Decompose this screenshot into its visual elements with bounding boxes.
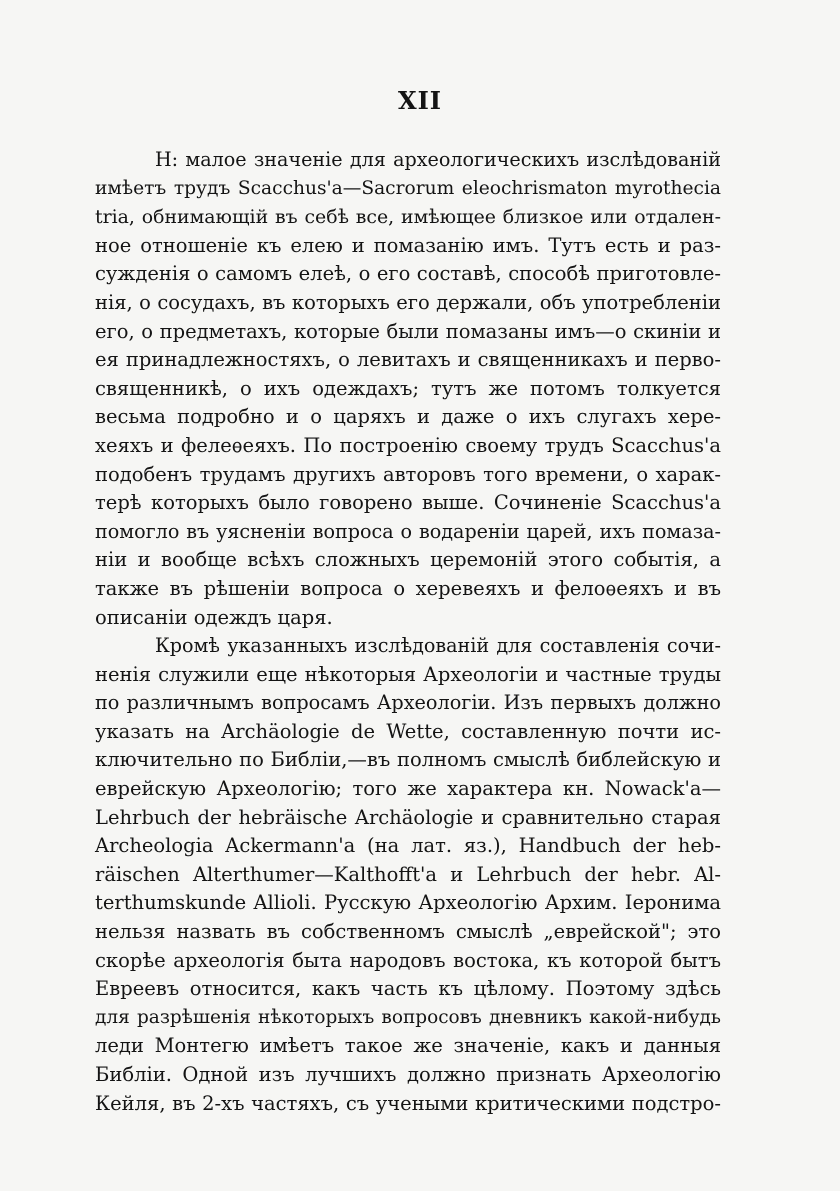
text-line: нiи и вообще всѣхъ сложныхъ церемонiй этого событiя, а xyxy=(95,548,721,572)
text-line: Archeologia Ackermann'a (на лат. яз.), Handbuch der heb- xyxy=(95,834,721,858)
text-line: священникѣ, о ихъ одеждахъ; тутъ же потомъ толкуется xyxy=(95,376,721,400)
text-line: Библiи. Одной изъ лучшихъ должно признать Археологiю xyxy=(95,1063,721,1086)
text-line: имѣетъ трудъ Scacchus'a—Sacrorum eleochrismaton myrothecia xyxy=(95,177,721,199)
text-line: скорѣе археологiя быта народовъ востока, къ которой бытъ xyxy=(95,948,721,972)
text-line: указать на Archäologie de Wette, составленную почти ис- xyxy=(95,719,721,743)
text-line: еврейскую Археологiю; того же характера кн. Nowack'a— xyxy=(95,777,721,801)
text-line: tria, обнимающiй въ себѣ все, имѣющее близкое или отдален- xyxy=(95,206,721,229)
text-line: terthumskunde Allioli. Русскую Археологiю Архим. Iеронима xyxy=(95,891,721,915)
text-line: хеяхъ и фелеѳеяхъ. По построенiю своему трудъ Scacchus'a xyxy=(95,433,721,457)
text-line: его, о предметахъ, которые были помазаны имъ—о скинiи и xyxy=(95,319,721,343)
text-line: ключительно по Библiи,—въ полномъ смыслѣ библейскую и xyxy=(95,748,721,772)
text-line: подобенъ трудамъ другихъ авторовъ того времени, о харак- xyxy=(95,462,721,486)
text-line: описанiи одеждъ царя. xyxy=(95,605,333,629)
text-line: нiя, о сосудахъ, въ которыхъ его держали, объ употребленiи xyxy=(95,290,721,314)
text-line: Кромѣ указанныхъ изслѣдованiй для составленiя сочи- xyxy=(155,634,721,658)
text-line: Евреевъ относится, какъ часть къ цѣлому. Поэтому здѣсь xyxy=(95,977,721,1001)
text-line: ненiя служили еще нѣкоторыя Археологiи и частные труды xyxy=(95,662,721,686)
body-text xyxy=(95,146,721,1118)
text-line: нельзя назвать въ собственномъ смыслѣ „еврейской"; это xyxy=(95,920,721,944)
text-line: ное отношенiе къ елею и помазанiю имъ. Тутъ есть и раз- xyxy=(95,233,721,257)
text-line: Lehrbuch der hebräische Archäologie и сравнительно старая xyxy=(95,805,721,829)
text-line: по различнымъ вопросамъ Археологiи. Изъ первыхъ должно xyxy=(95,691,721,715)
text-line: Н: малое значенiе для археологическихъ изслѣдованiй xyxy=(155,148,721,171)
text-line: также въ рѣшенiи вопроса о херевеяхъ и фелоѳеяхъ и въ xyxy=(95,576,721,600)
text-line: ея принадлежностяхъ, о левитахъ и священникахъ и перво- xyxy=(95,348,721,372)
page-number: XII xyxy=(397,86,443,115)
text-line: для разрѣшенiя нѣкоторыхъ вопросовъ дневникъ какой-нибудь xyxy=(95,1006,721,1028)
text-line: сужденiя о самомъ елеѣ, о его составѣ, способѣ приготовле- xyxy=(95,262,721,286)
text-line: леди Монтегю имѣетъ такое же значенiе, какъ и данныя xyxy=(95,1034,721,1058)
text-line: Кейля, въ 2-хъ частяхъ, съ учеными критическими подстро- xyxy=(95,1091,721,1115)
text-line: räischen Alterthumer—Kalthofft'a и Lehrbuch der hebr. Al- xyxy=(95,862,721,886)
text-line: весьма подробно и о царяхъ и даже о ихъ слугахъ хере- xyxy=(95,405,721,429)
text-line: терѣ которыхъ было говорено выше. Сочиненiе Scacchus'a xyxy=(95,491,721,515)
text-line: помогло въ уясненiи вопроса о водаренiи царей, ихъ помаза- xyxy=(95,519,721,543)
